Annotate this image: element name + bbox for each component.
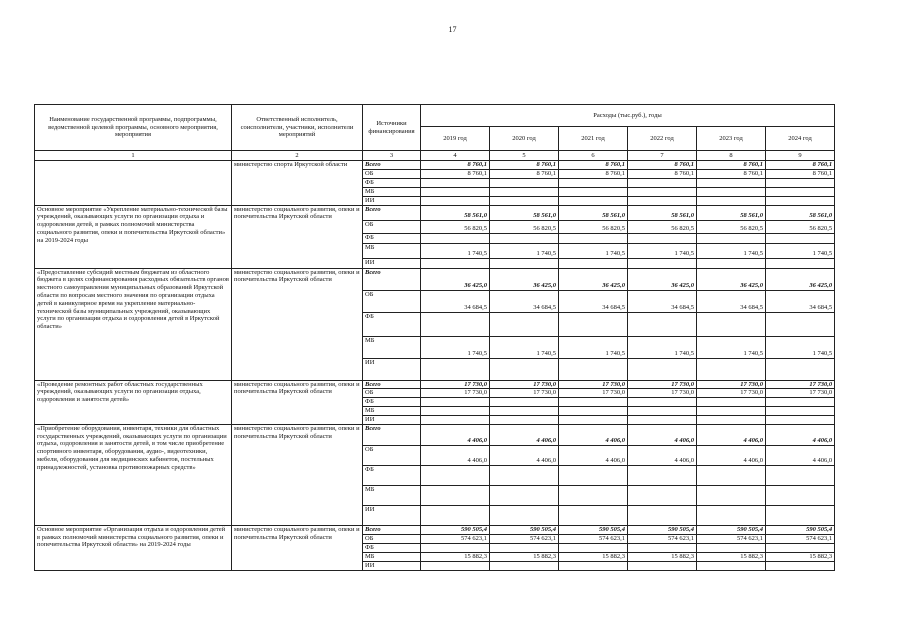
column-index: 6 bbox=[559, 151, 628, 161]
header-year: 2022 год bbox=[628, 127, 697, 151]
expense-value bbox=[421, 187, 490, 196]
expense-value bbox=[559, 561, 628, 570]
expense-value bbox=[421, 407, 490, 416]
expense-value: 36 425,0 bbox=[766, 268, 835, 290]
table-body bbox=[35, 161, 835, 571]
expense-value bbox=[490, 398, 559, 407]
expense-value bbox=[697, 407, 766, 416]
expense-value: 590 505,4 bbox=[490, 525, 559, 534]
expense-value: 17 730,0 bbox=[697, 380, 766, 389]
table-header bbox=[35, 105, 835, 161]
expense-value: 1 740,5 bbox=[766, 336, 835, 358]
expense-value: 34 684,5 bbox=[766, 290, 835, 312]
expense-value: 58 561,0 bbox=[490, 205, 559, 220]
expense-value bbox=[559, 415, 628, 424]
expense-value: 1 740,5 bbox=[628, 243, 697, 258]
funding-source: МБ bbox=[363, 243, 421, 258]
expense-value: 17 730,0 bbox=[697, 389, 766, 398]
expense-value: 56 820,5 bbox=[421, 220, 490, 233]
expense-value: 590 505,4 bbox=[697, 525, 766, 534]
expense-value: 8 760,1 bbox=[421, 161, 490, 170]
expense-value: 34 684,5 bbox=[559, 290, 628, 312]
expense-value bbox=[559, 398, 628, 407]
funding-source: МБ bbox=[363, 485, 421, 505]
expense-value bbox=[559, 178, 628, 187]
header-year: 2021 год bbox=[559, 127, 628, 151]
expense-value bbox=[766, 485, 835, 505]
expense-value bbox=[490, 358, 559, 380]
header-year: 2020 год bbox=[490, 127, 559, 151]
expense-value bbox=[628, 233, 697, 243]
funding-source: ФБ bbox=[363, 178, 421, 187]
expense-value: 574 623,1 bbox=[490, 534, 559, 543]
funding-source: ОБ bbox=[363, 220, 421, 233]
funding-source: ФБ bbox=[363, 465, 421, 485]
funding-source: ИИ bbox=[363, 561, 421, 570]
expense-value: 17 730,0 bbox=[628, 389, 697, 398]
header-expenses: Расходы (тыс.руб.), годы bbox=[421, 105, 835, 127]
expense-value bbox=[628, 505, 697, 525]
expense-value: 1 740,5 bbox=[421, 336, 490, 358]
expense-value: 36 425,0 bbox=[421, 268, 490, 290]
funding-source: Всего bbox=[363, 424, 421, 445]
expense-value: 36 425,0 bbox=[490, 268, 559, 290]
expense-value bbox=[421, 561, 490, 570]
expense-value: 56 820,5 bbox=[766, 220, 835, 233]
expense-value bbox=[697, 187, 766, 196]
funding-source: МБ bbox=[363, 336, 421, 358]
expense-value bbox=[628, 398, 697, 407]
funding-source: ФБ bbox=[363, 233, 421, 243]
expense-value: 36 425,0 bbox=[559, 268, 628, 290]
expense-value: 574 623,1 bbox=[766, 534, 835, 543]
funding-source: ФБ bbox=[363, 398, 421, 407]
table-row bbox=[35, 525, 835, 534]
expense-value: 8 760,1 bbox=[421, 169, 490, 178]
expense-value: 8 760,1 bbox=[559, 169, 628, 178]
table-row bbox=[35, 205, 835, 220]
funding-source: ИИ bbox=[363, 358, 421, 380]
expense-value: 58 561,0 bbox=[628, 205, 697, 220]
expense-value bbox=[766, 561, 835, 570]
funding-source: ОБ bbox=[363, 389, 421, 398]
expense-value bbox=[697, 258, 766, 268]
expense-value bbox=[766, 465, 835, 485]
expense-value bbox=[628, 543, 697, 552]
responsible-executor: министерство социального развития, опеки и попечительства Иркутской области bbox=[232, 205, 363, 268]
expense-value bbox=[421, 178, 490, 187]
expense-value: 56 820,5 bbox=[490, 220, 559, 233]
expense-value: 4 406,0 bbox=[490, 424, 559, 445]
expense-value bbox=[490, 312, 559, 336]
funding-source: Всего bbox=[363, 205, 421, 220]
expense-value bbox=[697, 543, 766, 552]
funding-source: МБ bbox=[363, 407, 421, 416]
expense-value bbox=[766, 407, 835, 416]
expense-value: 8 760,1 bbox=[628, 161, 697, 170]
expense-value bbox=[421, 465, 490, 485]
expense-value: 36 425,0 bbox=[697, 268, 766, 290]
table-row bbox=[35, 268, 835, 290]
expense-value bbox=[490, 196, 559, 205]
expense-value: 56 820,5 bbox=[628, 220, 697, 233]
expense-value: 58 561,0 bbox=[766, 205, 835, 220]
expense-value bbox=[421, 543, 490, 552]
header-year: 2019 год bbox=[421, 127, 490, 151]
expense-value bbox=[628, 415, 697, 424]
expense-value: 1 740,5 bbox=[628, 336, 697, 358]
expense-value bbox=[421, 196, 490, 205]
expense-value bbox=[628, 485, 697, 505]
expense-value: 574 623,1 bbox=[628, 534, 697, 543]
header-year: 2023 год bbox=[697, 127, 766, 151]
expense-value: 34 684,5 bbox=[697, 290, 766, 312]
expense-value: 574 623,1 bbox=[697, 534, 766, 543]
funding-source: Всего bbox=[363, 525, 421, 534]
responsible-executor: министерство социального развития, опеки и попечительства Иркутской области bbox=[232, 380, 363, 424]
expense-value bbox=[490, 543, 559, 552]
column-index: 8 bbox=[697, 151, 766, 161]
expense-value bbox=[766, 196, 835, 205]
expense-value: 8 760,1 bbox=[628, 169, 697, 178]
expense-value bbox=[421, 358, 490, 380]
expense-value bbox=[697, 312, 766, 336]
expense-value: 17 730,0 bbox=[559, 380, 628, 389]
expense-value: 15 882,3 bbox=[559, 552, 628, 561]
expense-value bbox=[766, 543, 835, 552]
expense-value: 17 730,0 bbox=[766, 380, 835, 389]
header-source: Источники финансирования bbox=[363, 105, 421, 151]
expense-value: 8 760,1 bbox=[697, 169, 766, 178]
expense-value bbox=[628, 561, 697, 570]
expense-value bbox=[628, 187, 697, 196]
expense-value: 1 740,5 bbox=[697, 243, 766, 258]
expense-value bbox=[766, 358, 835, 380]
expense-value: 15 882,3 bbox=[490, 552, 559, 561]
responsible-executor: министерство социального развития, опеки и попечительства Иркутской области bbox=[232, 268, 363, 380]
expense-value: 8 760,1 bbox=[490, 169, 559, 178]
expense-value bbox=[421, 398, 490, 407]
activity-name bbox=[35, 161, 232, 206]
expense-value: 1 740,5 bbox=[697, 336, 766, 358]
expense-value: 17 730,0 bbox=[490, 380, 559, 389]
expense-value: 34 684,5 bbox=[421, 290, 490, 312]
expense-value: 4 406,0 bbox=[421, 445, 490, 465]
expense-value bbox=[697, 398, 766, 407]
expense-value bbox=[559, 485, 628, 505]
expense-value: 4 406,0 bbox=[559, 445, 628, 465]
expense-value bbox=[421, 258, 490, 268]
expense-value bbox=[697, 505, 766, 525]
expense-value: 590 505,4 bbox=[421, 525, 490, 534]
funding-source: ОБ bbox=[363, 290, 421, 312]
expense-value: 8 760,1 bbox=[697, 161, 766, 170]
expense-value bbox=[559, 233, 628, 243]
expense-value bbox=[559, 505, 628, 525]
expense-value: 8 760,1 bbox=[559, 161, 628, 170]
expense-value: 590 505,4 bbox=[628, 525, 697, 534]
expense-value bbox=[559, 187, 628, 196]
responsible-executor: министерство социального развития, опеки и попечительства Иркутской области bbox=[232, 525, 363, 570]
expense-value: 15 882,3 bbox=[697, 552, 766, 561]
expense-value: 1 740,5 bbox=[421, 243, 490, 258]
expense-value bbox=[421, 505, 490, 525]
expense-value bbox=[559, 543, 628, 552]
responsible-executor: министерство социального развития, опеки и попечительства Иркутской области bbox=[232, 424, 363, 525]
expense-value: 17 730,0 bbox=[490, 389, 559, 398]
expense-value bbox=[421, 312, 490, 336]
expense-value: 1 740,5 bbox=[490, 243, 559, 258]
expense-value bbox=[766, 233, 835, 243]
expense-value: 4 406,0 bbox=[490, 445, 559, 465]
funding-source: ИИ bbox=[363, 415, 421, 424]
expense-value: 1 740,5 bbox=[490, 336, 559, 358]
expense-value bbox=[628, 465, 697, 485]
funding-source: ФБ bbox=[363, 543, 421, 552]
expense-value bbox=[559, 358, 628, 380]
expense-value bbox=[628, 258, 697, 268]
column-index: 4 bbox=[421, 151, 490, 161]
expense-value: 574 623,1 bbox=[559, 534, 628, 543]
expense-value bbox=[559, 312, 628, 336]
expense-value bbox=[559, 407, 628, 416]
funding-source: ОБ bbox=[363, 534, 421, 543]
expense-value bbox=[697, 178, 766, 187]
expense-value bbox=[490, 178, 559, 187]
expense-value: 1 740,5 bbox=[766, 243, 835, 258]
header-name: Наименование государственной программы, подпрограммы, ведомственной целевой программы, основного мероприятия, мероприятия bbox=[35, 105, 232, 151]
page-number: 17 bbox=[448, 25, 457, 34]
expense-value bbox=[559, 258, 628, 268]
expense-value: 4 406,0 bbox=[421, 424, 490, 445]
expense-value: 58 561,0 bbox=[697, 205, 766, 220]
funding-source: Всего bbox=[363, 268, 421, 290]
expense-value bbox=[628, 178, 697, 187]
expense-value bbox=[421, 485, 490, 505]
expense-value: 4 406,0 bbox=[628, 424, 697, 445]
expense-value: 17 730,0 bbox=[421, 389, 490, 398]
expense-value: 8 760,1 bbox=[766, 169, 835, 178]
column-index: 3 bbox=[363, 151, 421, 161]
expense-value bbox=[490, 505, 559, 525]
expense-value bbox=[697, 358, 766, 380]
expense-value: 15 882,3 bbox=[766, 552, 835, 561]
expense-value bbox=[766, 178, 835, 187]
expense-value bbox=[697, 196, 766, 205]
expense-value: 15 882,3 bbox=[628, 552, 697, 561]
column-index: 2 bbox=[232, 151, 363, 161]
expense-value bbox=[766, 187, 835, 196]
expense-value: 4 406,0 bbox=[697, 424, 766, 445]
expense-value bbox=[697, 465, 766, 485]
expense-value: 17 730,0 bbox=[421, 380, 490, 389]
funding-source: ИИ bbox=[363, 258, 421, 268]
expense-value bbox=[766, 398, 835, 407]
expense-value bbox=[490, 485, 559, 505]
table-row bbox=[35, 161, 835, 170]
expense-value: 574 623,1 bbox=[421, 534, 490, 543]
expense-value: 4 406,0 bbox=[697, 445, 766, 465]
funding-source: МБ bbox=[363, 552, 421, 561]
expense-value bbox=[559, 465, 628, 485]
expense-value: 17 730,0 bbox=[628, 380, 697, 389]
expense-value bbox=[559, 196, 628, 205]
column-index: 5 bbox=[490, 151, 559, 161]
expense-value: 8 760,1 bbox=[490, 161, 559, 170]
funding-source: ФБ bbox=[363, 312, 421, 336]
expense-value bbox=[697, 233, 766, 243]
expense-value bbox=[628, 358, 697, 380]
column-index: 7 bbox=[628, 151, 697, 161]
expense-value: 58 561,0 bbox=[421, 205, 490, 220]
expense-value: 4 406,0 bbox=[766, 445, 835, 465]
column-index: 1 bbox=[35, 151, 232, 161]
expense-value: 4 406,0 bbox=[628, 445, 697, 465]
expense-value: 34 684,5 bbox=[490, 290, 559, 312]
funding-source: ОБ bbox=[363, 445, 421, 465]
expense-value bbox=[628, 312, 697, 336]
expense-value bbox=[490, 407, 559, 416]
funding-source: МБ bbox=[363, 187, 421, 196]
activity-name: «Приобретение оборудования, инвентаря, техники для областных государственных учреждений, оказывающих услуги по организации отдыха, оздоровления и занятости детей, в том числе приобретение спортивного инвентаря, оборудования, аудио-, видеотехники, мебели, оборудования для медицинских кабинетов, постельных принадлежностей, установка противопожарных средств» bbox=[35, 424, 232, 525]
expense-value bbox=[421, 233, 490, 243]
expense-value bbox=[766, 312, 835, 336]
expense-value bbox=[628, 407, 697, 416]
expense-value bbox=[766, 505, 835, 525]
activity-name: «Проведение ремонтных работ областных государственных учреждений, оказывающих услуги по организации отдыха, оздоровления и занятости детей» bbox=[35, 380, 232, 424]
column-index: 9 bbox=[766, 151, 835, 161]
expense-value bbox=[490, 258, 559, 268]
responsible-executor: министерство спорта Иркутской области bbox=[232, 161, 363, 206]
expense-value: 58 561,0 bbox=[559, 205, 628, 220]
header-executor: Ответственный исполнитель, соисполнители, участники, исполнители мероприятий bbox=[232, 105, 363, 151]
table-row bbox=[35, 380, 835, 389]
funding-source: ИИ bbox=[363, 505, 421, 525]
expense-value: 590 505,4 bbox=[766, 525, 835, 534]
expense-value: 4 406,0 bbox=[766, 424, 835, 445]
activity-name: Основное мероприятие «Организация отдыха и оздоровления детей в рамках полномочий министерства социального развития, опеки и попечительства Иркутской области» на 2019-2024 годы bbox=[35, 525, 232, 570]
expense-value: 8 760,1 bbox=[766, 161, 835, 170]
expense-value bbox=[766, 415, 835, 424]
expense-value bbox=[490, 187, 559, 196]
funding-source: ИИ bbox=[363, 196, 421, 205]
expense-value: 34 684,5 bbox=[628, 290, 697, 312]
expense-value: 590 505,4 bbox=[559, 525, 628, 534]
table-row bbox=[35, 424, 835, 445]
expense-value: 17 730,0 bbox=[766, 389, 835, 398]
header-year: 2024 год bbox=[766, 127, 835, 151]
expense-value bbox=[697, 561, 766, 570]
expense-value: 36 425,0 bbox=[628, 268, 697, 290]
expense-value: 56 820,5 bbox=[559, 220, 628, 233]
expense-value bbox=[490, 561, 559, 570]
expense-value bbox=[490, 465, 559, 485]
expense-value bbox=[421, 415, 490, 424]
expense-value: 15 882,3 bbox=[421, 552, 490, 561]
expense-value: 4 406,0 bbox=[559, 424, 628, 445]
funding-source: Всего bbox=[363, 161, 421, 170]
expense-value: 56 820,5 bbox=[697, 220, 766, 233]
expense-value bbox=[697, 485, 766, 505]
expense-value bbox=[766, 258, 835, 268]
expense-value bbox=[490, 415, 559, 424]
expense-value: 1 740,5 bbox=[559, 336, 628, 358]
expense-value bbox=[490, 233, 559, 243]
expense-value bbox=[628, 196, 697, 205]
activity-name: «Предоставление субсидий местным бюджетам из областного бюджета в целях софинансирования расходных обязательств органов местного самоуправления муниципальных образований Иркутской области по вопросам местного значения по организации отдыха детей в каникулярное время на укрепление материально-технической базы муниципальных учреждений, оказывающих услуги по организации отдыха и оздоровления детей в Иркутской области» bbox=[35, 268, 232, 380]
funding-source: Всего bbox=[363, 380, 421, 389]
expense-value: 17 730,0 bbox=[559, 389, 628, 398]
funding-source: ОБ bbox=[363, 169, 421, 178]
expense-value: 1 740,5 bbox=[559, 243, 628, 258]
budget-table bbox=[34, 104, 835, 571]
expense-value bbox=[697, 415, 766, 424]
activity-name: Основное мероприятие «Укрепление материально-технической базы учреждений, оказывающих услуги по организации отдыха и оздоровления детей, в рамках полномочий министерства социального развития, опеки и попечительства Иркутской области» на 2019-2024 годы bbox=[35, 205, 232, 268]
